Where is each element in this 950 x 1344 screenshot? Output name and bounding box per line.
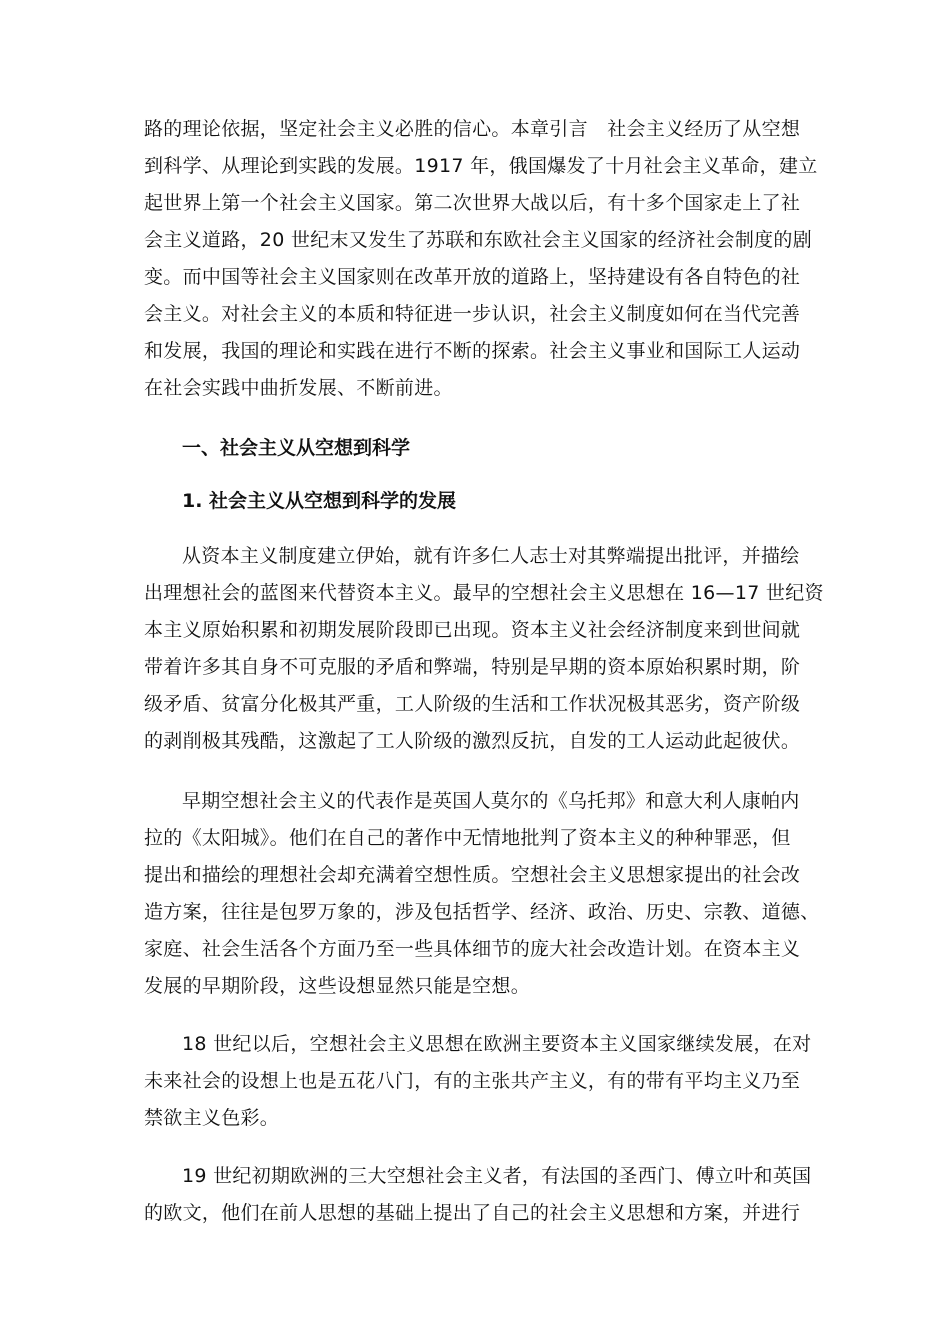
text-line: 会主义。对社会主义的本质和特征进一步认识，社会主义制度如何在当代完善	[144, 303, 801, 325]
subsection-heading: 1. 社会主义从空想到科学的发展	[182, 490, 457, 512]
text-line: 从资本主义制度建立伊始，就有许多仁人志士对其弊端提出批评，并描绘	[182, 545, 800, 567]
body-paragraph-3	[144, 1026, 814, 1137]
text-line: 的欧文，他们在前人思想的基础上提出了自己的社会主义思想和方案，并进行	[144, 1202, 801, 1224]
text-line: 路的理论依据，坚定社会主义必胜的信心。本章引言 社会主义经历了从空想	[144, 118, 801, 140]
body-paragraph-1	[144, 538, 824, 760]
text-line: 的剥削极其残酷，这激起了工人阶级的激烈反抗，自发的工人运动此起彼伏。	[144, 730, 801, 752]
text-line: 发展的早期阶段，这些设想显然只能是空想。	[144, 975, 531, 997]
text-line: 和发展，我国的理论和实践在进行不断的探索。社会主义事业和国际工人运动	[144, 340, 801, 362]
text-line: 变。而中国等社会主义国家则在改革开放的道路上，坚持建设有各自特色的社	[144, 266, 801, 288]
text-line: 带着许多其自身不可克服的矛盾和弊端，特别是早期的资本原始积累时期，阶	[144, 656, 801, 678]
text-line: 造方案，往往是包罗万象的，涉及包括哲学、经济、政治、历史、宗教、道德、	[144, 901, 820, 923]
text-line: 提出和描绘的理想社会却充满着空想性质。空想社会主义思想家提出的社会改	[144, 864, 801, 886]
text-line: 出理想社会的蓝图来代替资本主义。最早的空想社会主义思想在 16—17 世纪资	[144, 582, 824, 604]
intro-paragraph	[144, 111, 818, 407]
text-line: 家庭、社会生活各个方面乃至一些具体细节的庞大社会改造计划。在资本主义	[144, 938, 801, 960]
text-line: 19 世纪初期欧洲的三大空想社会主义者，有法国的圣西门、傅立叶和英国	[182, 1165, 812, 1187]
text-line: 会主义道路，20 世纪末又发生了苏联和东欧社会主义国家的经济社会制度的剧	[144, 229, 813, 251]
section-heading: 一、社会主义从空想到科学	[182, 437, 411, 459]
text-line: 18 世纪以后，空想社会主义思想在欧洲主要资本主义国家继续发展，在对	[182, 1033, 812, 1055]
text-line: 在社会实践中曲折发展、不断前进。	[144, 377, 453, 399]
text-line: 早期空想社会主义的代表作是英国人莫尔的《乌托邦》和意大利人康帕内	[182, 790, 800, 812]
text-line: 禁欲主义色彩。	[144, 1107, 280, 1129]
text-line: 级矛盾、贫富分化极其严重，工人阶级的生活和工作状况极其恶劣，资产阶级	[144, 693, 801, 715]
text-line: 到科学、从理论到实践的发展。1917 年，俄国爆发了十月社会主义革命，建立	[144, 155, 818, 177]
body-paragraph-4	[144, 1158, 814, 1232]
body-paragraph-2	[144, 783, 820, 1005]
text-line: 本主义原始积累和初期发展阶段即已出现。资本主义社会经济制度来到世间就	[144, 619, 801, 641]
text-line: 拉的《太阳城》。他们在自己的著作中无情地批判了资本主义的种种罪恶，但	[144, 827, 791, 849]
text-line: 未来社会的设想上也是五花八门，有的主张共产主义，有的带有平均主义乃至	[144, 1070, 801, 1092]
text-line: 起世界上第一个社会主义国家。第二次世界大战以后，有十多个国家走上了社	[144, 192, 801, 214]
